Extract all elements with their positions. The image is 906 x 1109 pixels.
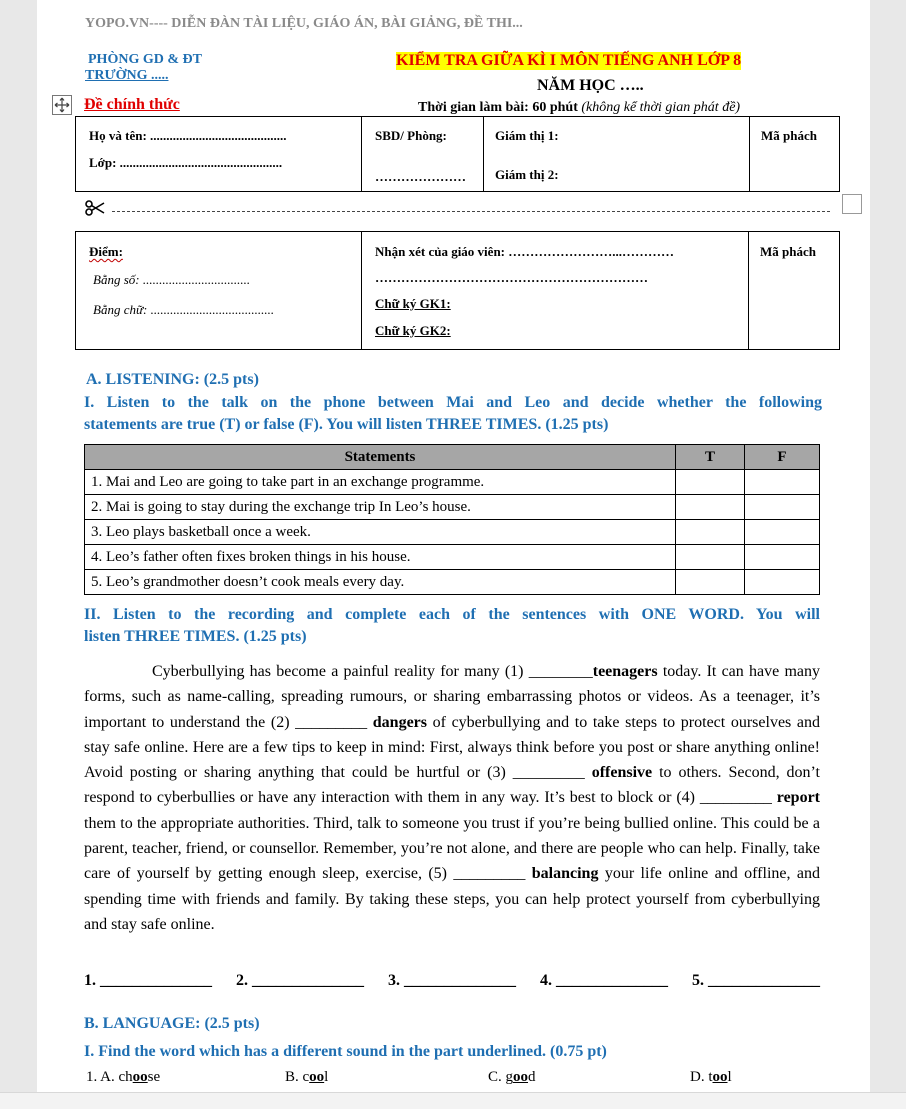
answer-word-3: offensive xyxy=(591,764,653,782)
official-label: Đề chính thức xyxy=(84,96,180,113)
proctor-2: Giám thị 2: xyxy=(495,167,559,182)
statement-4: 4. Leo’s father often fixes broken things in his house. xyxy=(85,545,676,570)
answer-cell-f[interactable] xyxy=(745,545,820,570)
table-row xyxy=(85,495,820,520)
part1-instruction-line2: statements are true (T) or false (F). You will listen THREE TIMES. (1.25 pts) xyxy=(84,416,609,433)
statement-1: 1. Mai and Leo are going to take part in an exchange programme. xyxy=(85,470,676,495)
answer-blank-1[interactable]: 1. ______________ xyxy=(84,972,212,989)
student-info-table xyxy=(75,116,840,192)
answer-blank-3[interactable]: 3. ______________ xyxy=(388,972,516,989)
answer-cell-f[interactable] xyxy=(745,470,820,495)
time-note: (không kể thời gian phát đề) xyxy=(581,100,741,115)
sbd-field: SBD/ Phòng: xyxy=(375,128,447,143)
sbd-dots: ………………… xyxy=(375,169,466,184)
answer-blanks xyxy=(84,972,820,990)
name-field: Họ và tên: .......................................... xyxy=(89,128,287,143)
statement-2: 2. Mai is going to stay during the exchange trip In Leo’s house. xyxy=(85,495,676,520)
section-b-title: B. LANGUAGE: (2.5 pts) xyxy=(84,1015,260,1032)
statement-5: 5. Leo’s grandmother doesn’t cook meals every day. xyxy=(85,570,676,595)
section-b-part1: I. Find the word which has a different sound in the part underlined. (0.75 pt) xyxy=(84,1043,607,1060)
statements-table xyxy=(84,444,820,595)
answer-word-1: teenagers xyxy=(592,663,658,680)
scissors-icon xyxy=(84,199,106,222)
part2-instruction-line1: II. Listen to the recording and complete each of the sentences with ONE WORD. You will xyxy=(84,606,820,623)
score-number: Bằng số: ................................. xyxy=(93,272,251,287)
move-handle-icon[interactable] xyxy=(52,95,72,115)
teacher-comment: Nhận xét của giáo viên: ……………………...………… xyxy=(375,244,674,259)
q1-option-d[interactable]: D. tool xyxy=(690,1069,732,1085)
answer-cell-t[interactable] xyxy=(676,470,745,495)
answer-cell-f[interactable] xyxy=(745,520,820,545)
grader-2: Chữ ký GK2: xyxy=(375,323,451,338)
code-field-2: Mã phách xyxy=(760,244,816,259)
header-statements: Statements xyxy=(85,445,676,470)
table-row xyxy=(85,520,820,545)
cut-line xyxy=(112,211,830,212)
q1-option-c[interactable]: C. good xyxy=(488,1069,536,1085)
table-row xyxy=(85,545,820,570)
part2-instruction-line2: listen THREE TIMES. (1.25 pts) xyxy=(84,628,307,645)
grader-1: Chữ ký GK1: xyxy=(375,296,451,311)
comment-line: ……………………………………………………… xyxy=(375,270,648,285)
time-label: Thời gian làm bài: 60 phút xyxy=(418,100,578,115)
answer-word-5: balancing xyxy=(531,865,599,883)
answer-blank-2[interactable]: 2. ______________ xyxy=(236,972,364,989)
answer-cell-t[interactable] xyxy=(676,545,745,570)
answer-cell-t[interactable] xyxy=(676,520,745,545)
exam-title: KIỂM TRA GIỮA KÌ I MÔN TIẾNG ANH LỚP 8 xyxy=(396,52,742,69)
q1-option-b[interactable]: B. cool xyxy=(285,1069,329,1085)
statement-3: 3. Leo plays basketball once a week. xyxy=(85,520,676,545)
answer-blank-5[interactable]: 5. ______________ xyxy=(692,972,820,989)
score-table xyxy=(75,231,840,350)
header-true: T xyxy=(676,445,745,470)
resize-handle[interactable] xyxy=(842,194,862,214)
passage: Cyberbullying has become a painful reality for many (1) ________teenagers today. It can have many forms, such as name-calling, spreading rumours, or sharing embarrassing photos or videos. As a teenager, it’s important to understand the (2) _________ dangers of cyberbullying and to take steps to protect ourselves and stay safe online. Here are a few tips to keep in mind: First, always think before you post or share anything online! Avoid posting or sharing anything that could be hurtful or (3) _________ offensive to others. Second, don’t respond to cyberbullies or have any interaction with them in any way. It’s best to block or (4) _________ report them to the appropriate authorities. Third, talk to someone you trust if you’re being bullied online. This could be a parent, teacher, friend, or counsellor. Remember, you’re not alone, and there are people who can help. Finally, take care of yourself by getting enough sleep, exercise, (5) _________ balancing your life online and offline, and spending time with friends and family. By taking these steps, you can help protect yourself from cyberbullying and stay safe online. xyxy=(84,663,820,933)
header-false: F xyxy=(745,445,820,470)
answer-word-4: report xyxy=(776,789,820,807)
table-row xyxy=(85,570,820,595)
school-name: TRƯỜNG ..... xyxy=(85,68,169,83)
table-header-row xyxy=(85,445,820,470)
proctor-1: Giám thị 1: xyxy=(495,128,559,143)
table-row xyxy=(85,470,820,495)
answer-cell-f[interactable] xyxy=(745,570,820,595)
time-allowed xyxy=(418,100,740,116)
q1-option-a[interactable]: 1. A. choose xyxy=(86,1069,161,1085)
score-words: Bằng chữ: ...................................... xyxy=(93,302,275,317)
class-field: Lớp: .................................................. xyxy=(89,155,283,170)
score-label: Điểm: xyxy=(89,244,123,259)
answer-cell-t[interactable] xyxy=(676,495,745,520)
department: PHÒNG GD & ĐT xyxy=(88,52,202,67)
answer-word-2: dangers xyxy=(372,713,428,731)
answer-blank-4[interactable]: 4. ______________ xyxy=(540,972,668,989)
section-a-title: A. LISTENING: (2.5 pts) xyxy=(86,371,259,388)
school-year: NĂM HỌC ….. xyxy=(537,77,644,94)
code-field: Mã phách xyxy=(761,128,817,143)
site-banner: YOPO.VN---- DIỄN ĐÀN TÀI LIỆU, GIÁO ÁN, BÀI GIẢNG, ĐỀ THI... xyxy=(85,16,523,31)
answer-cell-t[interactable] xyxy=(676,570,745,595)
answer-cell-f[interactable] xyxy=(745,495,820,520)
status-bar xyxy=(0,1092,906,1109)
part1-instruction-line1: I. Listen to the talk on the phone between Mai and Leo and decide whether the following xyxy=(84,394,822,411)
